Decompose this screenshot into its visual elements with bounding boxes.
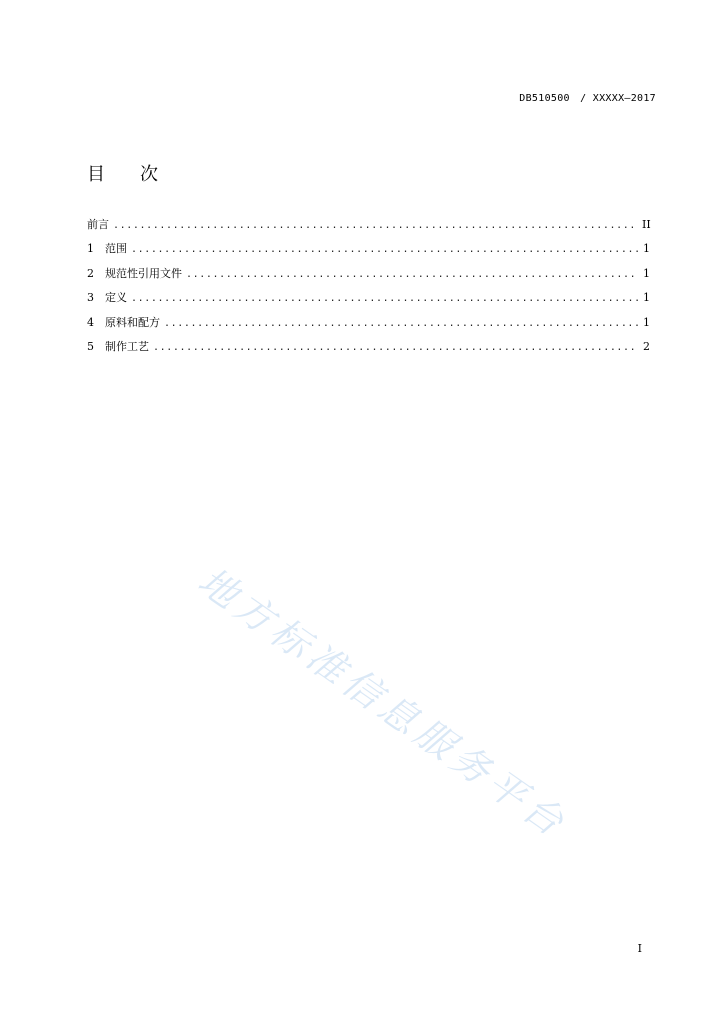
toc-entry-process[interactable] [87, 338, 650, 362]
toc-entry-foreword[interactable] [87, 216, 650, 240]
toc-leader-dots [131, 244, 638, 255]
toc-entry-number: 1 [87, 242, 94, 256]
toc-entry-label: 制作工艺 [105, 339, 149, 353]
toc-leader-dots [131, 293, 638, 304]
toc-entry-page: 2 [643, 339, 650, 353]
toc-title [87, 160, 158, 186]
toc-entry-normative-references[interactable] [87, 265, 650, 289]
toc-entry-page: 1 [643, 266, 650, 280]
toc-entry-label: 原料和配方 [105, 315, 160, 329]
toc-entry-label: 定义 [105, 291, 127, 305]
toc-leader-dots [186, 269, 638, 280]
toc-leader-dots [164, 318, 638, 329]
toc-entry-number: 3 [87, 291, 94, 305]
toc-title-part2: 次 [140, 164, 158, 185]
document-code: DB510500 / XXXXX—2017 [519, 93, 656, 104]
toc-leader-dots [113, 220, 638, 231]
toc-leader-dots [153, 342, 638, 353]
toc-entry-number: 5 [87, 339, 94, 353]
page-number: I [637, 942, 642, 955]
toc-list [87, 216, 650, 362]
toc-entry-label: 规范性引用文件 [105, 266, 182, 280]
toc-entry-page: II [642, 218, 651, 231]
toc-entry-number: 2 [87, 266, 94, 280]
toc-entry-scope[interactable] [87, 240, 650, 264]
toc-entry-materials[interactable] [87, 314, 650, 338]
toc-entry-page: 1 [643, 242, 650, 256]
watermark: 地方标准信息服务平台 [190, 558, 576, 848]
toc-entry-page: 1 [643, 315, 650, 329]
toc-entry-page: 1 [643, 291, 650, 305]
toc-entry-definitions[interactable] [87, 289, 650, 313]
toc-title-part1: 目 [87, 164, 105, 185]
toc-entry-label: 范围 [105, 242, 127, 256]
toc-entry-label: 前言 [87, 218, 109, 231]
toc-entry-number: 4 [87, 315, 94, 329]
